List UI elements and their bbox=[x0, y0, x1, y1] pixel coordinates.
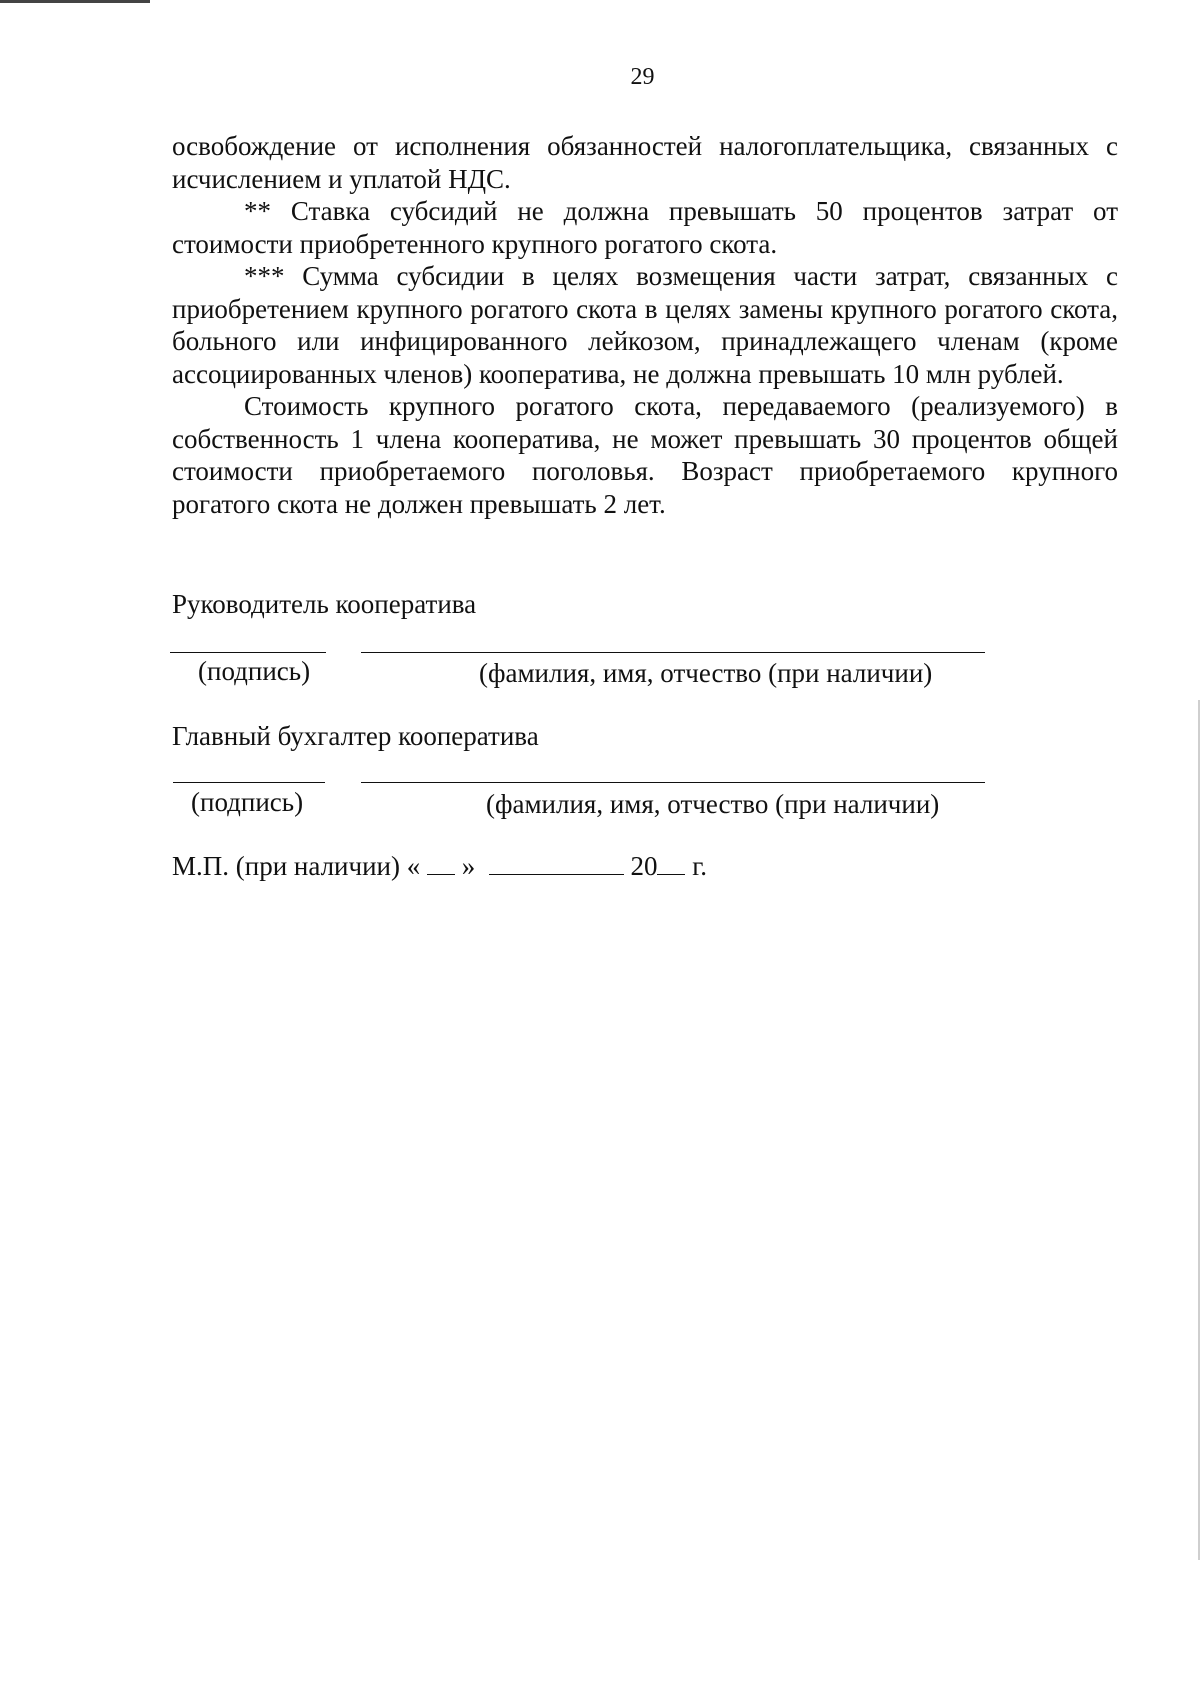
paragraph-4: Стоимость крупного рогатого скота, передаваемого (реализуемого) в собственность 1 члена кооператива, не может превышать 30 процентов общей стоимости приобретаемого поголовья. Возраст приобретаемого крупного рогатого скота не должен превышать 2 лет. bbox=[172, 391, 1118, 519]
accountant-name-caption: (фамилия, имя, отчество (при наличии) bbox=[486, 789, 940, 819]
paragraph-3: *** Сумма субсидии в целях возмещения части затрат, связанных с приобретением крупного рогатого скота в целях замены крупного рогатого скота, больного или инфицированного лейкозом, принадлежащего членам (кроме ассоциированных членов) кооператива, не должна превышать 10 млн рублей. bbox=[172, 261, 1118, 389]
head-signature-title: Руководитель кооператива bbox=[172, 589, 477, 619]
scan-edge-top bbox=[0, 0, 150, 3]
accountant-signature-title: Главный бухгалтер кооператива bbox=[172, 721, 539, 751]
head-signature-caption: (подпись) bbox=[198, 656, 311, 686]
accountant-name-line bbox=[361, 782, 985, 783]
year-suffix: г. bbox=[692, 851, 707, 881]
head-name-line bbox=[361, 652, 985, 653]
stamp-quote-close: » bbox=[461, 851, 476, 881]
head-name-caption: (фамилия, имя, отчество (при наличии) bbox=[479, 658, 933, 688]
stamp-date-line bbox=[172, 850, 707, 882]
month-blank bbox=[489, 852, 624, 875]
day-blank bbox=[427, 852, 455, 875]
stamp-prefix: М.П. (при наличии) « bbox=[172, 851, 421, 881]
head-signature-line bbox=[170, 652, 326, 653]
paragraph-2: ** Ставка субсидий не должна превышать 50 процентов затрат от стоимости приобретенного крупного рогатого скота. bbox=[172, 196, 1118, 259]
accountant-signature-line bbox=[173, 782, 325, 783]
page-number: 29 bbox=[630, 64, 655, 90]
body-text bbox=[172, 130, 1118, 520]
accountant-signature-caption: (подпись) bbox=[191, 787, 304, 817]
year-blank bbox=[657, 852, 685, 875]
year-prefix: 20 bbox=[630, 851, 658, 881]
paragraph-1: освобождение от исполнения обязанностей налогоплательщика, связанных с исчислением и уплатой НДС. bbox=[172, 131, 1118, 194]
